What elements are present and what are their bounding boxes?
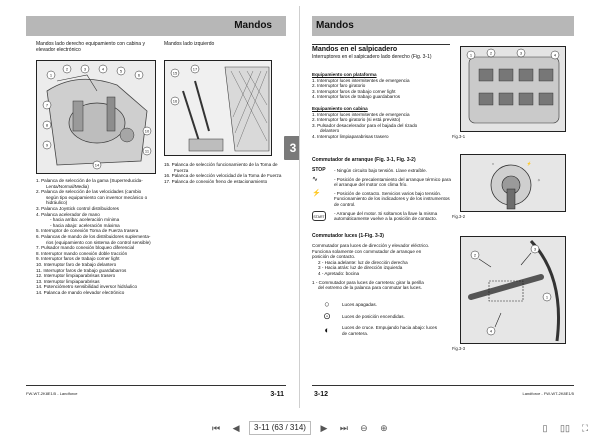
svg-text:2: 2 bbox=[473, 252, 477, 258]
fig-3-3 bbox=[460, 236, 566, 344]
svg-text:☼: ☼ bbox=[537, 177, 541, 182]
starter-row-stop bbox=[312, 168, 452, 174]
right-page-number: 3-12 bbox=[314, 391, 329, 398]
svg-text:4: 4 bbox=[101, 66, 105, 72]
lights-line: Commutador para luces de dirección y elevador eléctrico. bbox=[312, 243, 430, 248]
light-mode-text: Luces de posición encendidas. bbox=[342, 313, 405, 319]
svg-text:1: 1 bbox=[545, 294, 549, 300]
right-section-rule bbox=[312, 44, 450, 45]
toolbar-right bbox=[538, 421, 592, 435]
list-item: 13. Interruptor limpiaparabrisas bbox=[36, 278, 100, 284]
list-item: 7. Pulsador mando conexión bloqueo diferencial bbox=[36, 245, 135, 251]
list-item: 3. Palanca Joystick control distribuidores bbox=[36, 205, 119, 211]
fig-3-2 bbox=[460, 154, 566, 212]
stop-text: - Ningún circuito bajo tensión. Llave extraíble. bbox=[334, 168, 427, 173]
svg-text:○: ○ bbox=[491, 161, 495, 166]
lights-line: Funciona solamente con commutador de arranque en bbox=[312, 248, 422, 254]
start-icon: START bbox=[312, 211, 326, 221]
right-header-bar bbox=[312, 16, 574, 36]
fig-3-3-label: Fig.3-3 bbox=[452, 346, 466, 351]
left-page-number: 3-11 bbox=[270, 391, 284, 398]
ignition-key-illustration bbox=[461, 155, 566, 212]
right-header-title: Mandos bbox=[316, 20, 354, 31]
left-header-bar bbox=[26, 16, 286, 36]
left-footer-rule bbox=[26, 385, 286, 386]
list-item: 2. Interruptor faro giratorio (si está previsto) bbox=[312, 117, 401, 123]
lights-line: 1 - Commutador para luces de carretera: girar la perilla bbox=[312, 279, 424, 285]
svg-text:4: 4 bbox=[489, 328, 493, 334]
list-item: 8. Interruptor mando conexión doble tracción bbox=[36, 250, 128, 256]
light-off-icon: ○ bbox=[324, 299, 330, 309]
list-item: 1. Interruptor luces intermitentes de emergencia bbox=[312, 77, 410, 83]
platform-title: Equipamiento con plataforma bbox=[312, 72, 377, 77]
lights-line: del extremo de la palanca para conmutar las luces. bbox=[318, 285, 422, 291]
light-switch-illustration bbox=[461, 237, 566, 344]
fig-left-caption: Mandos lado derecho equipamiento con cabina y elevador electrónico bbox=[36, 41, 145, 53]
svg-text:4: 4 bbox=[553, 52, 557, 58]
list-item: 14. Potenciómetro sensibilidad inversor hidráulico bbox=[36, 284, 138, 290]
left-controls-illustration bbox=[165, 61, 272, 156]
fig-right-caption: Mandos lado izquierdo bbox=[164, 41, 215, 47]
right-page bbox=[300, 6, 598, 408]
svg-text:15: 15 bbox=[172, 70, 178, 76]
svg-text:16: 16 bbox=[172, 98, 178, 104]
fig-3-2-label: Fig.3-2 bbox=[452, 214, 466, 219]
svg-text:17: 17 bbox=[192, 66, 198, 72]
list-item: 11. Interruptor faros de trabajo guardabarros bbox=[36, 267, 127, 273]
cab-title: Equipamiento con cabina bbox=[312, 106, 368, 111]
svg-text:⚡: ⚡ bbox=[526, 161, 532, 166]
list-item: 12. Interruptor limpiaparabrisas trasero bbox=[36, 273, 116, 279]
svg-text:2: 2 bbox=[489, 50, 493, 56]
pdf-toolbar bbox=[0, 416, 600, 440]
list-item: delantero bbox=[320, 128, 340, 134]
list-item: 16. Palanca de selección velocidad de la Toma de Fuerza bbox=[164, 173, 282, 179]
svg-text:1: 1 bbox=[469, 52, 473, 58]
list-item: Lenta/Normal/Media) bbox=[46, 183, 89, 189]
left-controls-figure bbox=[164, 60, 272, 156]
right-footer-rule bbox=[312, 385, 574, 386]
list-item: - hacia abajo: aceleración máxima bbox=[50, 222, 120, 228]
cab-block bbox=[312, 106, 452, 140]
left-side-list bbox=[164, 162, 282, 184]
svg-text:6: 6 bbox=[137, 72, 141, 78]
section-title: Mandos en el salpicadero bbox=[312, 46, 398, 53]
position-light-icon: ⊙ bbox=[323, 310, 331, 321]
prev-page-button[interactable]: ◀ bbox=[232, 422, 240, 433]
list-item: 1. Palanca de selección de la gama (Superreducida- bbox=[36, 178, 143, 183]
svg-text:10: 10 bbox=[144, 128, 150, 134]
light-mode-text: Luces apagadas. bbox=[342, 302, 377, 307]
left-page bbox=[2, 6, 300, 408]
lights-line: posición de contacto. bbox=[312, 254, 356, 260]
list-item: - hacia arriba: aceleración mínima bbox=[50, 217, 120, 223]
fig-3-1 bbox=[460, 46, 566, 132]
right-footer: Landforce - FW-WT-2K8E1/5 bbox=[522, 391, 574, 396]
light-modes bbox=[312, 299, 452, 336]
list-item: 4. Palanca acelerador de mano bbox=[36, 211, 100, 217]
list-item: 2. Palanca de selección de las velocidades (cambio bbox=[36, 189, 142, 195]
light-mode-off bbox=[312, 299, 452, 309]
first-page-button[interactable]: ⏮ bbox=[211, 422, 221, 433]
preheat-text: - Posición de precalentamiento del arranque térmico para el arranque del motor con clima frío. bbox=[334, 176, 451, 188]
right-controls-figure bbox=[36, 60, 156, 174]
svg-text:3: 3 bbox=[519, 50, 523, 56]
next-page-button[interactable]: ▶ bbox=[320, 422, 328, 433]
contact-icon: ⚡ bbox=[312, 189, 321, 197]
svg-text:5: 5 bbox=[119, 68, 123, 74]
list-item: rios (equipamiento con sistema de control sensible) bbox=[46, 239, 151, 245]
starter-row-contact bbox=[312, 191, 452, 208]
lights-title: Commutador luces (1-Fig. 3-3) bbox=[312, 233, 384, 239]
left-main-list bbox=[36, 178, 162, 295]
start-text: - Arranque del motor. Si soltamos la llave la misma automáticamente vuelve a la posición de contacto. bbox=[334, 210, 438, 222]
light-mode-low-beam bbox=[312, 325, 452, 336]
list-item: 3. Interruptor faros de trabajo corner light bbox=[312, 88, 396, 94]
single-page-view-icon[interactable]: ▯ bbox=[542, 422, 548, 433]
list-item: 15. Palanca de selección funcionamiento de la Toma de bbox=[164, 162, 278, 167]
section-subtitle: Interruptores en el salpicadero lado derecho (Fig. 3-1) bbox=[312, 54, 432, 60]
lights-line: 3 - Hacia atrás: luz de dirección izquierda bbox=[318, 265, 403, 271]
starter-title: Commutador de arranque (Fig. 3-1, Fig. 3-2) bbox=[312, 157, 416, 163]
svg-text:8: 8 bbox=[45, 122, 49, 128]
fig-3-1-label: Fig.3-1 bbox=[452, 134, 466, 139]
svg-text:2: 2 bbox=[65, 66, 69, 72]
platform-block bbox=[312, 72, 452, 100]
list-item: 5. Interruptor de conexión Toma de Fuerza trasera bbox=[36, 228, 139, 234]
list-item: 9. Interruptor faros de trabajo corner light bbox=[36, 256, 120, 262]
lights-line: 2 - Hacia adelante: luz de dirección derecha bbox=[318, 259, 408, 265]
list-item: 4. Interruptor limpiaparabrisas trasero bbox=[312, 133, 389, 139]
fullscreen-icon[interactable]: ⛶ bbox=[581, 422, 589, 433]
svg-text:3: 3 bbox=[83, 66, 87, 72]
svg-text:1: 1 bbox=[49, 72, 53, 78]
list-item: según tipo equipamiento con inversor mecánico o bbox=[46, 194, 148, 200]
two-page-view-icon[interactable]: ▯▯ bbox=[560, 422, 570, 433]
starter-positions bbox=[312, 168, 452, 222]
dashboard-switches-illustration bbox=[461, 47, 566, 132]
left-footer: FW-WT-2K8E1/5 - Landforce bbox=[26, 391, 78, 396]
list-item: 6. Palancas de mando de los distribuidores suplementa- bbox=[36, 233, 151, 239]
page-number-input[interactable]: 3-11 (63 / 314) bbox=[249, 421, 311, 435]
list-item: 10. Interruptor faro de trabajo delantero bbox=[36, 261, 117, 267]
svg-text:14: 14 bbox=[94, 162, 100, 168]
list-item: 17. Palanca de conexión freno de estacionamiento bbox=[164, 178, 268, 184]
list-item: 14. Palanca de mando elevador electrónico bbox=[36, 289, 125, 295]
list-item: 4. Interruptor faros de trabajo guardabarros bbox=[312, 94, 401, 100]
right-controls-illustration bbox=[37, 61, 156, 174]
list-item: 1. Interruptor luces intermitentes de emergencia bbox=[312, 111, 410, 117]
light-mode-position bbox=[312, 310, 452, 321]
lights-text bbox=[312, 243, 454, 291]
svg-text:3: 3 bbox=[533, 246, 537, 252]
lights-line: 4 - Apretado: bocina bbox=[318, 270, 360, 276]
list-item: hidráulico) bbox=[46, 200, 68, 206]
list-item: 3. Pulsador desacelerador para el bajada del rizado bbox=[312, 122, 418, 128]
stop-label: STOP bbox=[312, 167, 326, 173]
starter-row-start bbox=[312, 211, 452, 222]
zoom-out-icon[interactable]: ⊖ bbox=[360, 422, 368, 433]
contact-text: - Posición de contacto. Servicios varios bajo tensión. Funcionamiento de los indicadores y de los instrumentos de control. bbox=[334, 190, 450, 207]
list-item: Fuerza bbox=[174, 167, 189, 173]
svg-text:11: 11 bbox=[144, 148, 150, 154]
light-mode-text: Luces de cruce. Empujando hacia abajo: luces de carretera. bbox=[342, 325, 437, 336]
list-item: 2. Interruptor faro giratorio bbox=[312, 83, 366, 89]
zoom-in-icon[interactable]: ⊕ bbox=[380, 422, 388, 433]
last-page-button[interactable]: ⏭ bbox=[339, 422, 348, 433]
preheat-icon: ∿ bbox=[312, 175, 318, 183]
starter-row-preheat bbox=[312, 177, 452, 188]
svg-text:9: 9 bbox=[45, 142, 49, 148]
chapter-tab: 3 bbox=[284, 136, 300, 160]
svg-text:7: 7 bbox=[45, 102, 49, 108]
low-beam-icon: ◐ bbox=[324, 324, 330, 335]
left-header-title: Mandos bbox=[234, 20, 272, 31]
